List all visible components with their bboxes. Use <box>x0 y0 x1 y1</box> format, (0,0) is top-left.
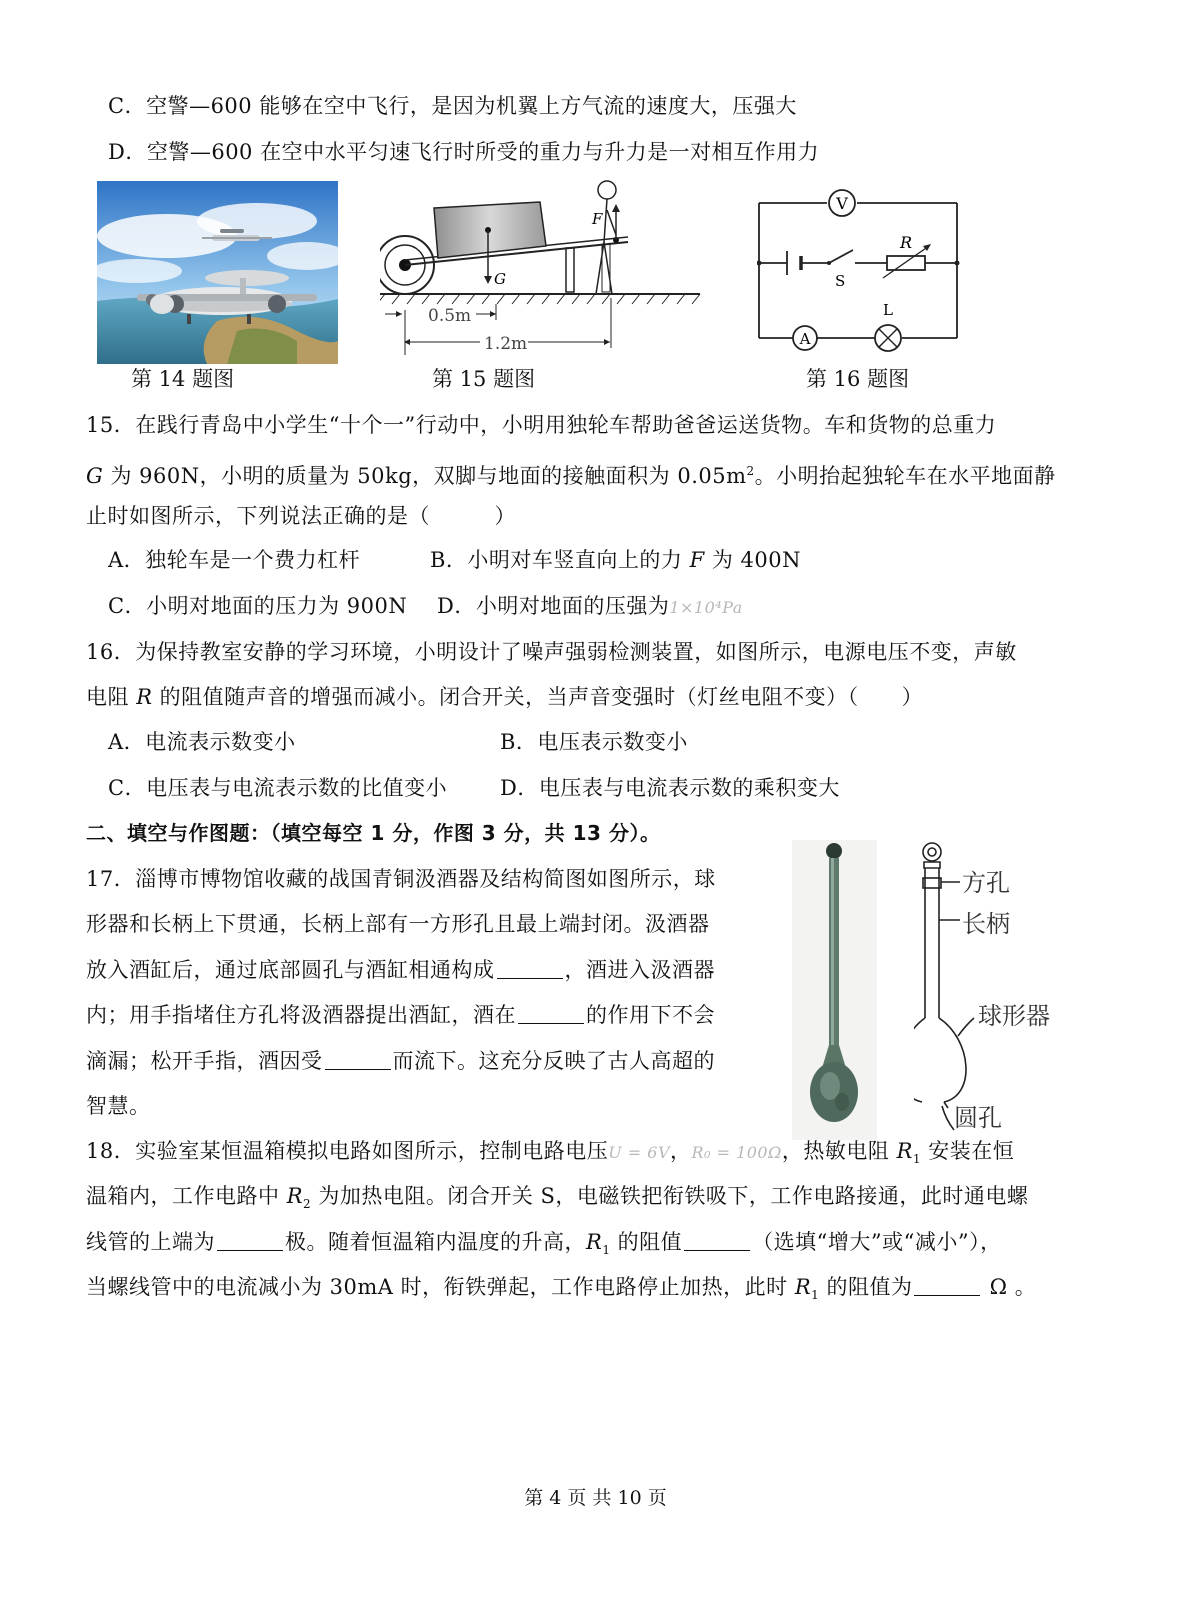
switch-label: S <box>835 272 846 290</box>
distance-label-1-2m: 1.2m <box>484 334 528 354</box>
handle-label: 长柄 <box>962 910 1010 938</box>
circuit-diagram <box>757 188 982 358</box>
q15-stem-line3: 止时如图所示，下列说法正确的是（ ） <box>86 504 516 528</box>
ammeter-label: A <box>799 330 811 348</box>
q15-option-c: C．小明对地面的压力为 900N <box>108 594 408 618</box>
q15-stem-line2: G 为 960N，小明的质量为 50kg，双脚与地面的接触面积为 $0.05m^2$。小明抬起独轮车在水平地面静 <box>86 464 1056 488</box>
q15-option-a: A．独轮车是一个费力杠杆 <box>108 548 361 572</box>
page-number: 第 4 页 共 10 页 <box>524 1487 667 1509</box>
q15-stem-line1: 15．在践行青岛中小学生“十个一”行动中，小明用独轮车帮助爸爸运送货物。车和货物的总重力 <box>86 413 997 437</box>
q17-stem-line5: 滴漏；松开手指，酒因受 而流下。这充分反映了古人高超的 <box>86 1049 715 1073</box>
round-hole-label: 圆孔 <box>954 1104 1002 1132</box>
q16-stem-line1: 16．为保持教室安静的学习环境，小明设计了噪声强弱检测装置，如图所示，电源电压不变，声敏 <box>86 640 1017 664</box>
answer-blank[interactable] <box>497 958 563 979</box>
caption-fig14: 第 14 题图 <box>131 367 235 391</box>
distance-label-0-5m: 0.5m <box>428 306 472 326</box>
q17-stem-line6: 智慧。 <box>86 1094 151 1118</box>
q17-stem-line3: 放入酒缸后，通过底部圆孔与酒缸相通构成 ，酒进入汲酒器 <box>86 958 715 982</box>
q17-stem-line1: 17．淄博市博物馆收藏的战国青铜汲酒器及结构简图如图所示，球 <box>86 867 716 891</box>
gravity-label: G <box>494 270 506 288</box>
lamp-label: L <box>883 301 893 319</box>
q17-stem-line2: 形器和长柄上下贯通，长柄上部有一方形孔且最上端封闭。汲酒器 <box>86 912 710 936</box>
caption-fig16: 第 16 题图 <box>806 367 910 391</box>
q14-option-c: C．空警—600 能够在空中飞行，是因为机翼上方气流的速度大，压强大 <box>108 94 797 118</box>
q16-option-a: A．电流表示数变小 <box>108 730 296 754</box>
wheelbarrow-diagram <box>380 180 715 360</box>
answer-blank[interactable] <box>325 1049 391 1070</box>
answer-blank[interactable] <box>217 1230 283 1251</box>
q18-stem-line3: 线管的上端为 极。随着恒温箱内温度的升高，$R_1$ 的阻值 （选填“增大”或“减小”）， <box>86 1230 1002 1258</box>
q14-option-d: D．空警—600 在空中水平匀速飞行时所受的重力与升力是一对相互作用力 <box>108 140 820 164</box>
q17-stem-line4: 内；用手指堵住方孔将汲酒器提出酒缸，酒在 的作用下不会 <box>86 1003 715 1027</box>
q16-option-b: B．电压表示数变小 <box>500 730 688 754</box>
resistor-label: R <box>900 233 913 252</box>
vessel-structure-diagram <box>914 840 1124 1160</box>
bronze-vessel-photo <box>792 840 877 1140</box>
q16-option-c: C．电压表与电流表示数的比值变小 <box>108 776 448 800</box>
q15-option-b: B．小明对车竖直向上的力 F 为 400N <box>430 548 801 572</box>
caption-fig15: 第 15 题图 <box>432 367 536 391</box>
answer-blank[interactable] <box>914 1275 980 1296</box>
q18-stem-line1: 18．实验室某恒温箱模拟电路如图所示，控制电路电压U = 6V，R₀ = 100Ω，热敏电阻 $R_1$ 安装在恒 <box>86 1139 1015 1167</box>
q15-option-d: D．小明对地面的压强为1×10⁴Pa <box>437 594 743 618</box>
force-label: F <box>592 210 603 228</box>
voltmeter-label: V <box>836 194 848 213</box>
q18-stem-line2: 温箱内，工作电路中 $R_2$ 为加热电阻。闭合开关 S，电磁铁把衔铁吸下，工作电路接通，此时通电螺 <box>86 1184 1029 1212</box>
section-heading: 二、填空与作图题：（填空每空 1 分，作图 3 分，共 13 分）。 <box>86 821 661 845</box>
answer-blank[interactable] <box>518 1003 584 1024</box>
q18-stem-line4: 当螺线管中的电流减小为 30mA 时，衔铁弹起，工作电路停止加热，此时 $R_1$ 的阻值为 Ω 。 <box>86 1275 1037 1303</box>
bulb-label: 球形器 <box>978 1002 1050 1030</box>
q16-stem-line2: 电阻 R 的阻值随声音的增强而减小。闭合开关，当声音变强时（灯丝电阻不变）（ ） <box>86 685 924 709</box>
aircraft-photo <box>97 181 338 364</box>
square-hole-label: 方孔 <box>962 869 1010 897</box>
q16-option-d: D．电压表与电流表示数的乘积变大 <box>500 776 840 800</box>
answer-blank[interactable] <box>684 1230 750 1251</box>
